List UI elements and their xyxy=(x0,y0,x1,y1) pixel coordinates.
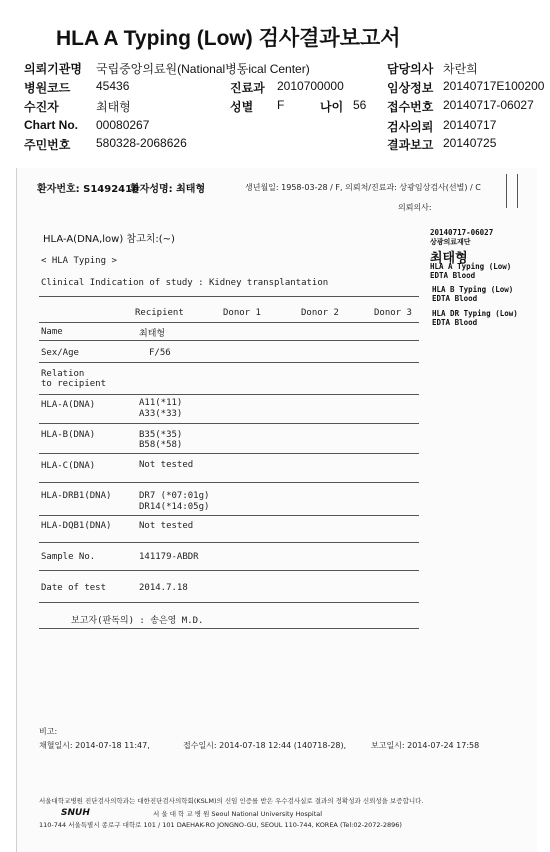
row-value-sample-no: 141179-ABDR xyxy=(139,552,199,562)
sticker-org: 상광의료재단 xyxy=(430,238,471,246)
label-age: 나이 xyxy=(320,100,344,114)
row-value-hla-drb1-1: DR7 (*07:01g) xyxy=(139,491,210,501)
col-donor-1: Donor 1 xyxy=(223,308,261,318)
rule-bottom xyxy=(39,628,419,629)
row-label-hla-c: HLA-C(DNA) xyxy=(41,461,96,471)
section-title: < HLA Typing > xyxy=(41,256,117,266)
row-rule xyxy=(39,515,419,516)
document-title: HLA A Typing (Low) 검사결과보고서 xyxy=(56,27,401,50)
value-requester-org: 국립중앙의료원(National병동ical Center) xyxy=(96,62,310,76)
sticker-specimen-3: EDTA Blood xyxy=(432,318,478,327)
label-receipt-no: 접수번호 xyxy=(387,100,434,114)
value-resident-no: 580328-2068626 xyxy=(96,136,187,150)
value-patient: 최태형 xyxy=(96,100,131,114)
row-value-hla-b-1: B35(*35) xyxy=(139,430,183,440)
row-label-name: Name xyxy=(41,327,63,337)
footer-certification: 서울대학교병원 진단검사의학과는 대한진단검사의학회(KSLM)의 신임 인증를 받은 우수검사실로 결과의 정확성과 신뢰성을 보증합니다. xyxy=(39,797,424,805)
row-value-hla-dqb1: Not tested xyxy=(139,521,194,531)
row-value-hla-drb1-2: DR14(*14:05g) xyxy=(139,502,210,512)
sticker-test-3: HLA DR Typing (Low) xyxy=(432,309,518,318)
row-rule xyxy=(39,394,419,395)
collection-time: 채혈일시: 2014-07-18 11:47, xyxy=(39,741,150,750)
value-chart-no: 00080267 xyxy=(96,118,150,132)
row-value-hla-a-1: A11(*11) xyxy=(139,398,183,408)
value-result-report: 20140725 xyxy=(443,136,497,150)
label-resident-no: 주민번호 xyxy=(24,138,71,152)
row-label-hla-drb1: HLA-DRB1(DNA) xyxy=(41,491,112,501)
value-sex: F xyxy=(277,98,285,112)
label-department: 진료과 xyxy=(230,81,265,95)
reporter: 보고자(판독의) : 송은영 M.D. xyxy=(71,616,204,626)
row-value-sex-age: F/56 xyxy=(149,348,171,358)
remarks-label: 비고: xyxy=(39,727,58,736)
row-rule xyxy=(39,482,419,483)
row-label-relation-2: to recipient xyxy=(41,379,107,389)
edge-rule xyxy=(506,174,507,208)
label-requester-org: 의뢰기관명 xyxy=(24,62,82,76)
clinical-indication: Clinical Indication of study : Kidney transplantation xyxy=(41,278,329,288)
label-hospital-code: 병원코드 xyxy=(24,81,71,95)
label-result-report: 결과보고 xyxy=(387,138,434,152)
footer-address: 110-744 서울특별시 종로구 대학로 101 / 101 DAEHAK-RO JONGNO-GU, SEOUL 110-744, KOREA (Tel:02-2072-2896) xyxy=(39,821,402,829)
sticker-test-1: HLA A Typing (Low) xyxy=(430,262,512,271)
value-hospital-code: 45436 xyxy=(96,79,130,93)
row-label-relation: Relation xyxy=(41,369,85,379)
requesting-physician: 의뢰의사: xyxy=(398,203,432,212)
footer-hospital-name: 서 울 대 학 교 병 원 Seoul National University Hospital xyxy=(153,810,323,818)
row-value-hla-a-2: A33(*33) xyxy=(139,409,183,419)
row-rule xyxy=(39,542,419,543)
report-time: 보고일시: 2014-07-24 17:58 xyxy=(371,741,480,750)
sticker-receipt-id: 20140717-06027 xyxy=(430,228,494,237)
label-chart-no: Chart No. xyxy=(24,118,78,132)
value-receipt-no: 20140717-06027 xyxy=(443,98,534,112)
label-sex: 성별 xyxy=(230,100,254,114)
col-recipient: Recipient xyxy=(135,308,184,318)
label-physician: 담당의사 xyxy=(387,62,434,76)
value-department: 2010700000 xyxy=(277,79,344,93)
label-clinical-info: 임상정보 xyxy=(387,81,434,95)
label-patient: 수진자 xyxy=(24,100,59,114)
row-label-date-of-test: Date of test xyxy=(41,583,107,593)
value-test-request: 20140717 xyxy=(443,118,497,132)
report-heading: HLA-A(DNA,low) 참고치:(~) xyxy=(43,234,175,245)
row-label-hla-b: HLA-B(DNA) xyxy=(41,430,96,440)
row-rule xyxy=(39,570,419,571)
row-rule xyxy=(39,362,419,363)
row-rule xyxy=(39,602,419,603)
sticker-patient-name: 최태형 xyxy=(430,251,468,266)
row-label-hla-a: HLA-A(DNA) xyxy=(41,400,96,410)
row-value-date-of-test: 2014.7.18 xyxy=(139,583,188,593)
col-donor-2: Donor 2 xyxy=(301,308,339,318)
row-label-hla-dqb1: HLA-DQB1(DNA) xyxy=(41,521,112,531)
row-value-name: 최태형 xyxy=(139,329,166,339)
patient-name: 환자성명: 최태형 xyxy=(130,184,206,195)
row-label-sex-age: Sex/Age xyxy=(41,348,79,358)
sticker-test-2: HLA B Typing (Low) xyxy=(432,285,514,294)
col-donor-3: Donor 3 xyxy=(374,308,412,318)
row-rule xyxy=(39,340,419,341)
row-value-hla-b-2: B58(*58) xyxy=(139,440,183,450)
row-rule xyxy=(39,453,419,454)
row-rule xyxy=(39,423,419,424)
birth-and-referral: 생년월일: 1958-03-28 / F, 의뢰처/진료과: 상광임상검사(선별) / C xyxy=(245,183,481,192)
edge-rule xyxy=(517,174,518,208)
row-value-hla-c: Not tested xyxy=(139,460,194,470)
rule-top xyxy=(39,296,419,297)
value-age: 56 xyxy=(353,98,367,112)
value-clinical-info: 20140717E100200 xyxy=(443,79,545,93)
hospital-logo: SNUH xyxy=(61,808,90,818)
rule-header xyxy=(39,322,419,323)
sticker-specimen-2: EDTA Blood xyxy=(432,294,478,303)
row-label-sample-no: Sample No. xyxy=(41,552,96,562)
patient-number: 환자번호: S1492416 xyxy=(37,184,140,195)
value-physician: 차란희 xyxy=(443,62,478,76)
receipt-time: 접수일시: 2014-07-18 12:44 (140718-28), xyxy=(183,741,347,750)
sticker-specimen-1: EDTA Blood xyxy=(430,271,476,280)
label-test-request: 검사의뢰 xyxy=(387,120,434,134)
